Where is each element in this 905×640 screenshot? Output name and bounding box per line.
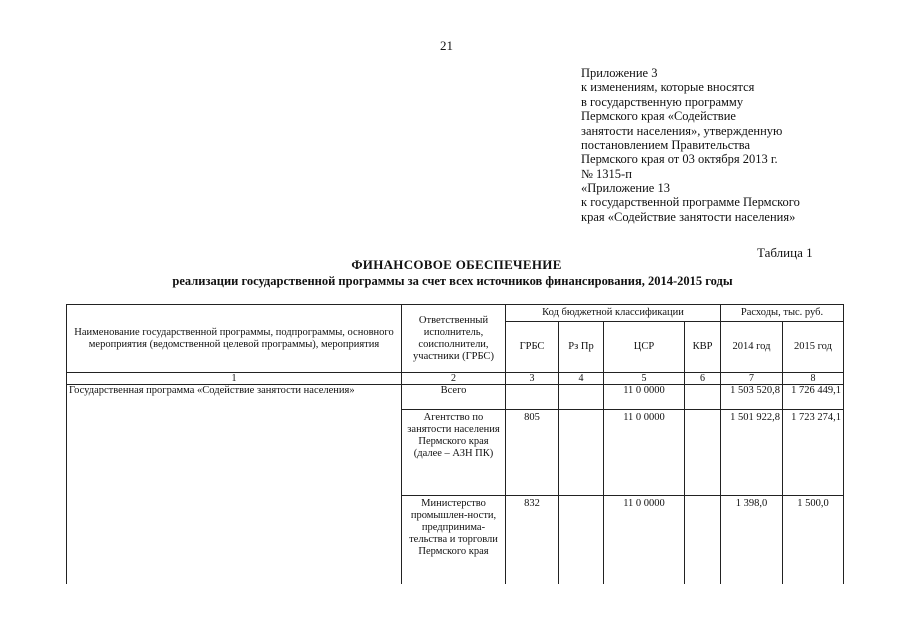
column-number: 1	[67, 373, 402, 385]
program-name-cell: Государственная программа «Содействие занятости населения»	[67, 385, 402, 584]
csr-cell: 11 0 0000	[604, 410, 685, 496]
document-title: ФИНАНСОВОЕ ОБЕСПЕЧЕНИЕ	[351, 257, 562, 272]
appendix-3-line: Приложение 3	[581, 66, 658, 80]
appendix-13-line: к государственной программе Пермского	[581, 195, 800, 210]
column-number: 2	[402, 373, 506, 385]
header-kvr: КВР	[685, 322, 721, 373]
kvr-cell	[685, 496, 721, 584]
appendix-3-line: № 1315-п	[581, 166, 632, 181]
header-grbs: ГРБС	[506, 322, 559, 373]
appendix-3-line: в государственную программу	[581, 94, 744, 109]
header-rzpr: Рз Пр	[559, 322, 604, 373]
grbs-cell: 832	[506, 496, 559, 584]
responsible-cell: Агентство по занятости населения Пермского края (далее – АЗН ПК)	[402, 410, 506, 496]
header-year-2015: 2015 год	[783, 322, 844, 373]
appendix-3-line: Пермского края «Содействие	[581, 109, 736, 124]
column-number: 3	[506, 373, 559, 385]
table-row	[67, 385, 844, 410]
expense-2014-cell: 1 501 922,8	[721, 410, 783, 496]
header-year-2014: 2014 год	[721, 322, 783, 373]
expense-2015-cell: 1 723 274,1	[783, 410, 844, 496]
column-number: 8	[783, 373, 844, 385]
column-number-row	[67, 373, 844, 385]
appendix-13-note	[581, 181, 881, 224]
responsible-cell: Всего	[402, 385, 506, 410]
responsible-cell: Министерство промышлен-ности, предпринима-тельства и торговли Пермского края	[402, 496, 506, 584]
financing-table	[66, 304, 844, 584]
column-number: 6	[685, 373, 721, 385]
header-csr: ЦСР	[604, 322, 685, 373]
rzpr-cell	[559, 410, 604, 496]
appendix-3-line: постановлением Правительства	[581, 138, 751, 153]
appendix-3-line: Пермского края от 03 октября 2013 г.	[581, 152, 778, 167]
header-name: Наименование государственной программы, подпрограммы, основного мероприятия (ведомственной целевой программы), мероприятия	[67, 305, 402, 373]
header-budget-code: Код бюджетной классификации	[506, 305, 721, 322]
header-responsible: Ответственный исполнитель, соисполнители, участники (ГРБС)	[402, 305, 506, 373]
kvr-cell	[685, 385, 721, 410]
kvr-cell	[685, 410, 721, 496]
table-label: Таблица 1	[757, 245, 813, 260]
expense-2014-cell: 1 503 520,8	[721, 385, 783, 410]
document-subtitle: реализации государственной программы за счет всех источников финансирования, 2014-2015 годы	[172, 274, 733, 288]
appendix-3-line: занятости населения», утвержденную	[581, 123, 783, 138]
column-number: 7	[721, 373, 783, 385]
csr-cell: 11 0 0000	[604, 496, 685, 584]
expense-2015-cell: 1 726 449,1	[783, 385, 844, 410]
header-expenses: Расходы, тыс. руб.	[721, 305, 844, 322]
appendix-13-line: «Приложение 13	[581, 181, 670, 195]
rzpr-cell	[559, 496, 604, 584]
column-number: 5	[604, 373, 685, 385]
expense-2014-cell: 1 398,0	[721, 496, 783, 584]
appendix-3-note	[581, 66, 881, 181]
rzpr-cell	[559, 385, 604, 410]
grbs-cell: 805	[506, 410, 559, 496]
appendix-13-line: края «Содействие занятости населения»	[581, 209, 796, 224]
csr-cell: 11 0 0000	[604, 385, 685, 410]
page-number: 21	[440, 38, 453, 53]
grbs-cell	[506, 385, 559, 410]
expense-2015-cell: 1 500,0	[783, 496, 844, 584]
column-number: 4	[559, 373, 604, 385]
appendix-3-line: к изменениям, которые вносятся	[581, 80, 755, 95]
